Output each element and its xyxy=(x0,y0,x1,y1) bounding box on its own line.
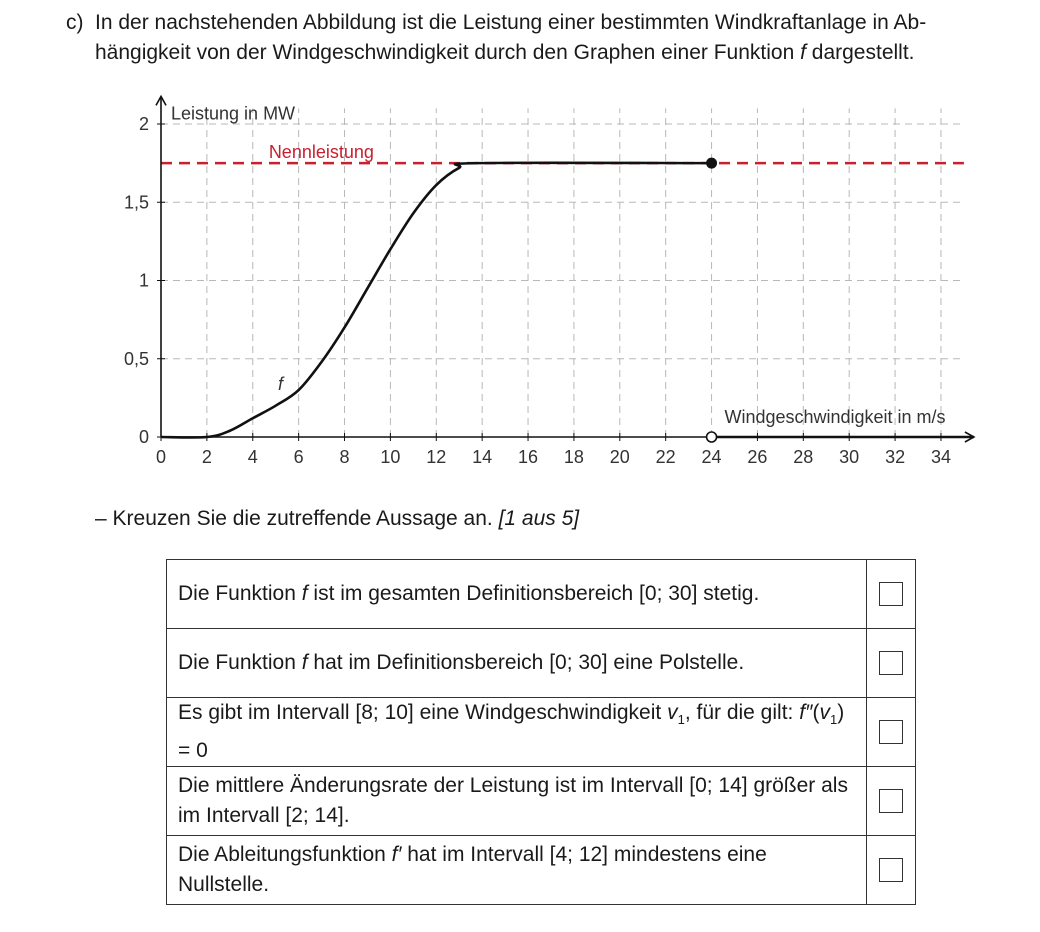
o1-f: f xyxy=(301,582,308,605)
y-tick-label: 0,5 xyxy=(123,348,149,369)
o5-a: Die Ableitungsfunktion xyxy=(178,843,392,866)
o2-b: hat im Definitionsbereich [0; 30] eine Polstelle. xyxy=(307,651,745,674)
answer-checkbox-5[interactable] xyxy=(879,858,903,882)
answer-box-cell xyxy=(867,767,916,836)
y-tick-label: 1 xyxy=(138,270,149,291)
answer-row xyxy=(167,836,916,905)
x-tick-label: 2 xyxy=(201,447,212,467)
x-tick-label: 14 xyxy=(472,447,493,467)
answer-text xyxy=(167,560,867,629)
x-tick-label: 12 xyxy=(426,447,447,467)
answer-box-cell xyxy=(867,698,916,767)
x-axis-label: Windgeschwindigkeit in m/s xyxy=(724,407,946,427)
answer-row xyxy=(167,767,916,836)
open-point xyxy=(707,432,717,442)
x-tick-label: 6 xyxy=(293,447,304,467)
answer-checkbox-3[interactable] xyxy=(879,720,903,744)
task-label: c) xyxy=(66,11,84,34)
o3-fpp: f″ xyxy=(799,701,813,725)
function-name-f: f xyxy=(800,41,806,64)
x-tick-label: 28 xyxy=(793,447,814,467)
y-tick-label: 1,5 xyxy=(123,192,149,213)
answer-box-cell xyxy=(867,629,916,698)
answer-checkbox-1[interactable] xyxy=(879,582,903,606)
y-axis-label: Leistung in MW xyxy=(171,103,296,124)
x-tick-label: 0 xyxy=(155,447,167,467)
answer-text: Die mittlere Änderungsrate der Leistung ist im Intervall [0; 14] größer als im Intervall [2; 14]. xyxy=(167,767,867,836)
answer-checkbox-4[interactable] xyxy=(879,789,903,813)
x-tick-label: 32 xyxy=(885,447,906,467)
o2-f: f xyxy=(301,651,308,674)
task-line-2b: dargestellt. xyxy=(805,41,915,64)
instruction-text: – Kreuzen Sie die zutreffende Aussage an. xyxy=(95,507,499,530)
answer-table xyxy=(166,559,916,905)
o3-sub2: 1 xyxy=(829,712,838,728)
x-tick-label: 10 xyxy=(380,447,401,467)
y-tick-label: 0 xyxy=(138,427,149,447)
x-tick-label: 30 xyxy=(839,447,860,467)
o1-a: Die Funktion xyxy=(178,582,302,605)
x-tick-label: 26 xyxy=(747,447,768,467)
answer-text xyxy=(167,629,867,698)
o3-c: ( xyxy=(812,701,820,725)
x-tick-label: 4 xyxy=(247,447,258,467)
answer-row xyxy=(167,698,916,767)
task-line-1: In der nachstehenden Abbildung ist die Leistung einer bestimmten Windkraftanlage in Ab- xyxy=(95,11,927,34)
instruction-hint: [1 aus 5] xyxy=(498,507,580,530)
answer-row xyxy=(167,560,916,629)
o1-b: ist im gesamten Definitionsbereich [0; 30] stetig. xyxy=(307,582,760,605)
x-tick-label: 24 xyxy=(701,447,722,467)
reference-line-label: Nennleistung xyxy=(268,142,374,163)
o3-b: , für die gilt: xyxy=(684,701,800,725)
o2-a: Die Funktion xyxy=(178,651,302,674)
x-tick-label: 18 xyxy=(563,447,584,467)
x-tick-label: 22 xyxy=(655,447,676,467)
answer-text xyxy=(167,698,867,767)
o5-fp: f′ xyxy=(391,843,402,866)
x-tick-label: 34 xyxy=(930,447,951,467)
o3-a: Es gibt im Intervall [8; 10] eine Windgeschwindigkeit xyxy=(178,701,668,725)
o5-b: hat im Intervall [4; 12] mindestens eine Nullstelle. xyxy=(178,843,767,896)
curve-label-f: f xyxy=(277,374,284,395)
x-tick-label: 20 xyxy=(609,447,630,467)
answer-box-cell xyxy=(867,836,916,905)
x-tick-label: 8 xyxy=(339,447,350,467)
answer-checkbox-2[interactable] xyxy=(879,651,903,675)
o3-v2: v xyxy=(819,701,830,725)
o3-v: v xyxy=(667,701,678,725)
answer-row xyxy=(167,629,916,698)
filled-point xyxy=(706,158,717,169)
o3-sub: 1 xyxy=(677,712,685,728)
instruction xyxy=(95,507,579,531)
answer-text xyxy=(167,836,867,905)
task-line-2a: hängigkeit von der Windgeschwindigkeit durch den Graphen einer Funktion xyxy=(95,41,801,64)
y-tick-label: 2 xyxy=(138,114,149,134)
x-tick-label: 16 xyxy=(518,447,539,467)
answer-box-cell xyxy=(867,560,916,629)
o3-d: ) = 0 xyxy=(178,701,845,762)
